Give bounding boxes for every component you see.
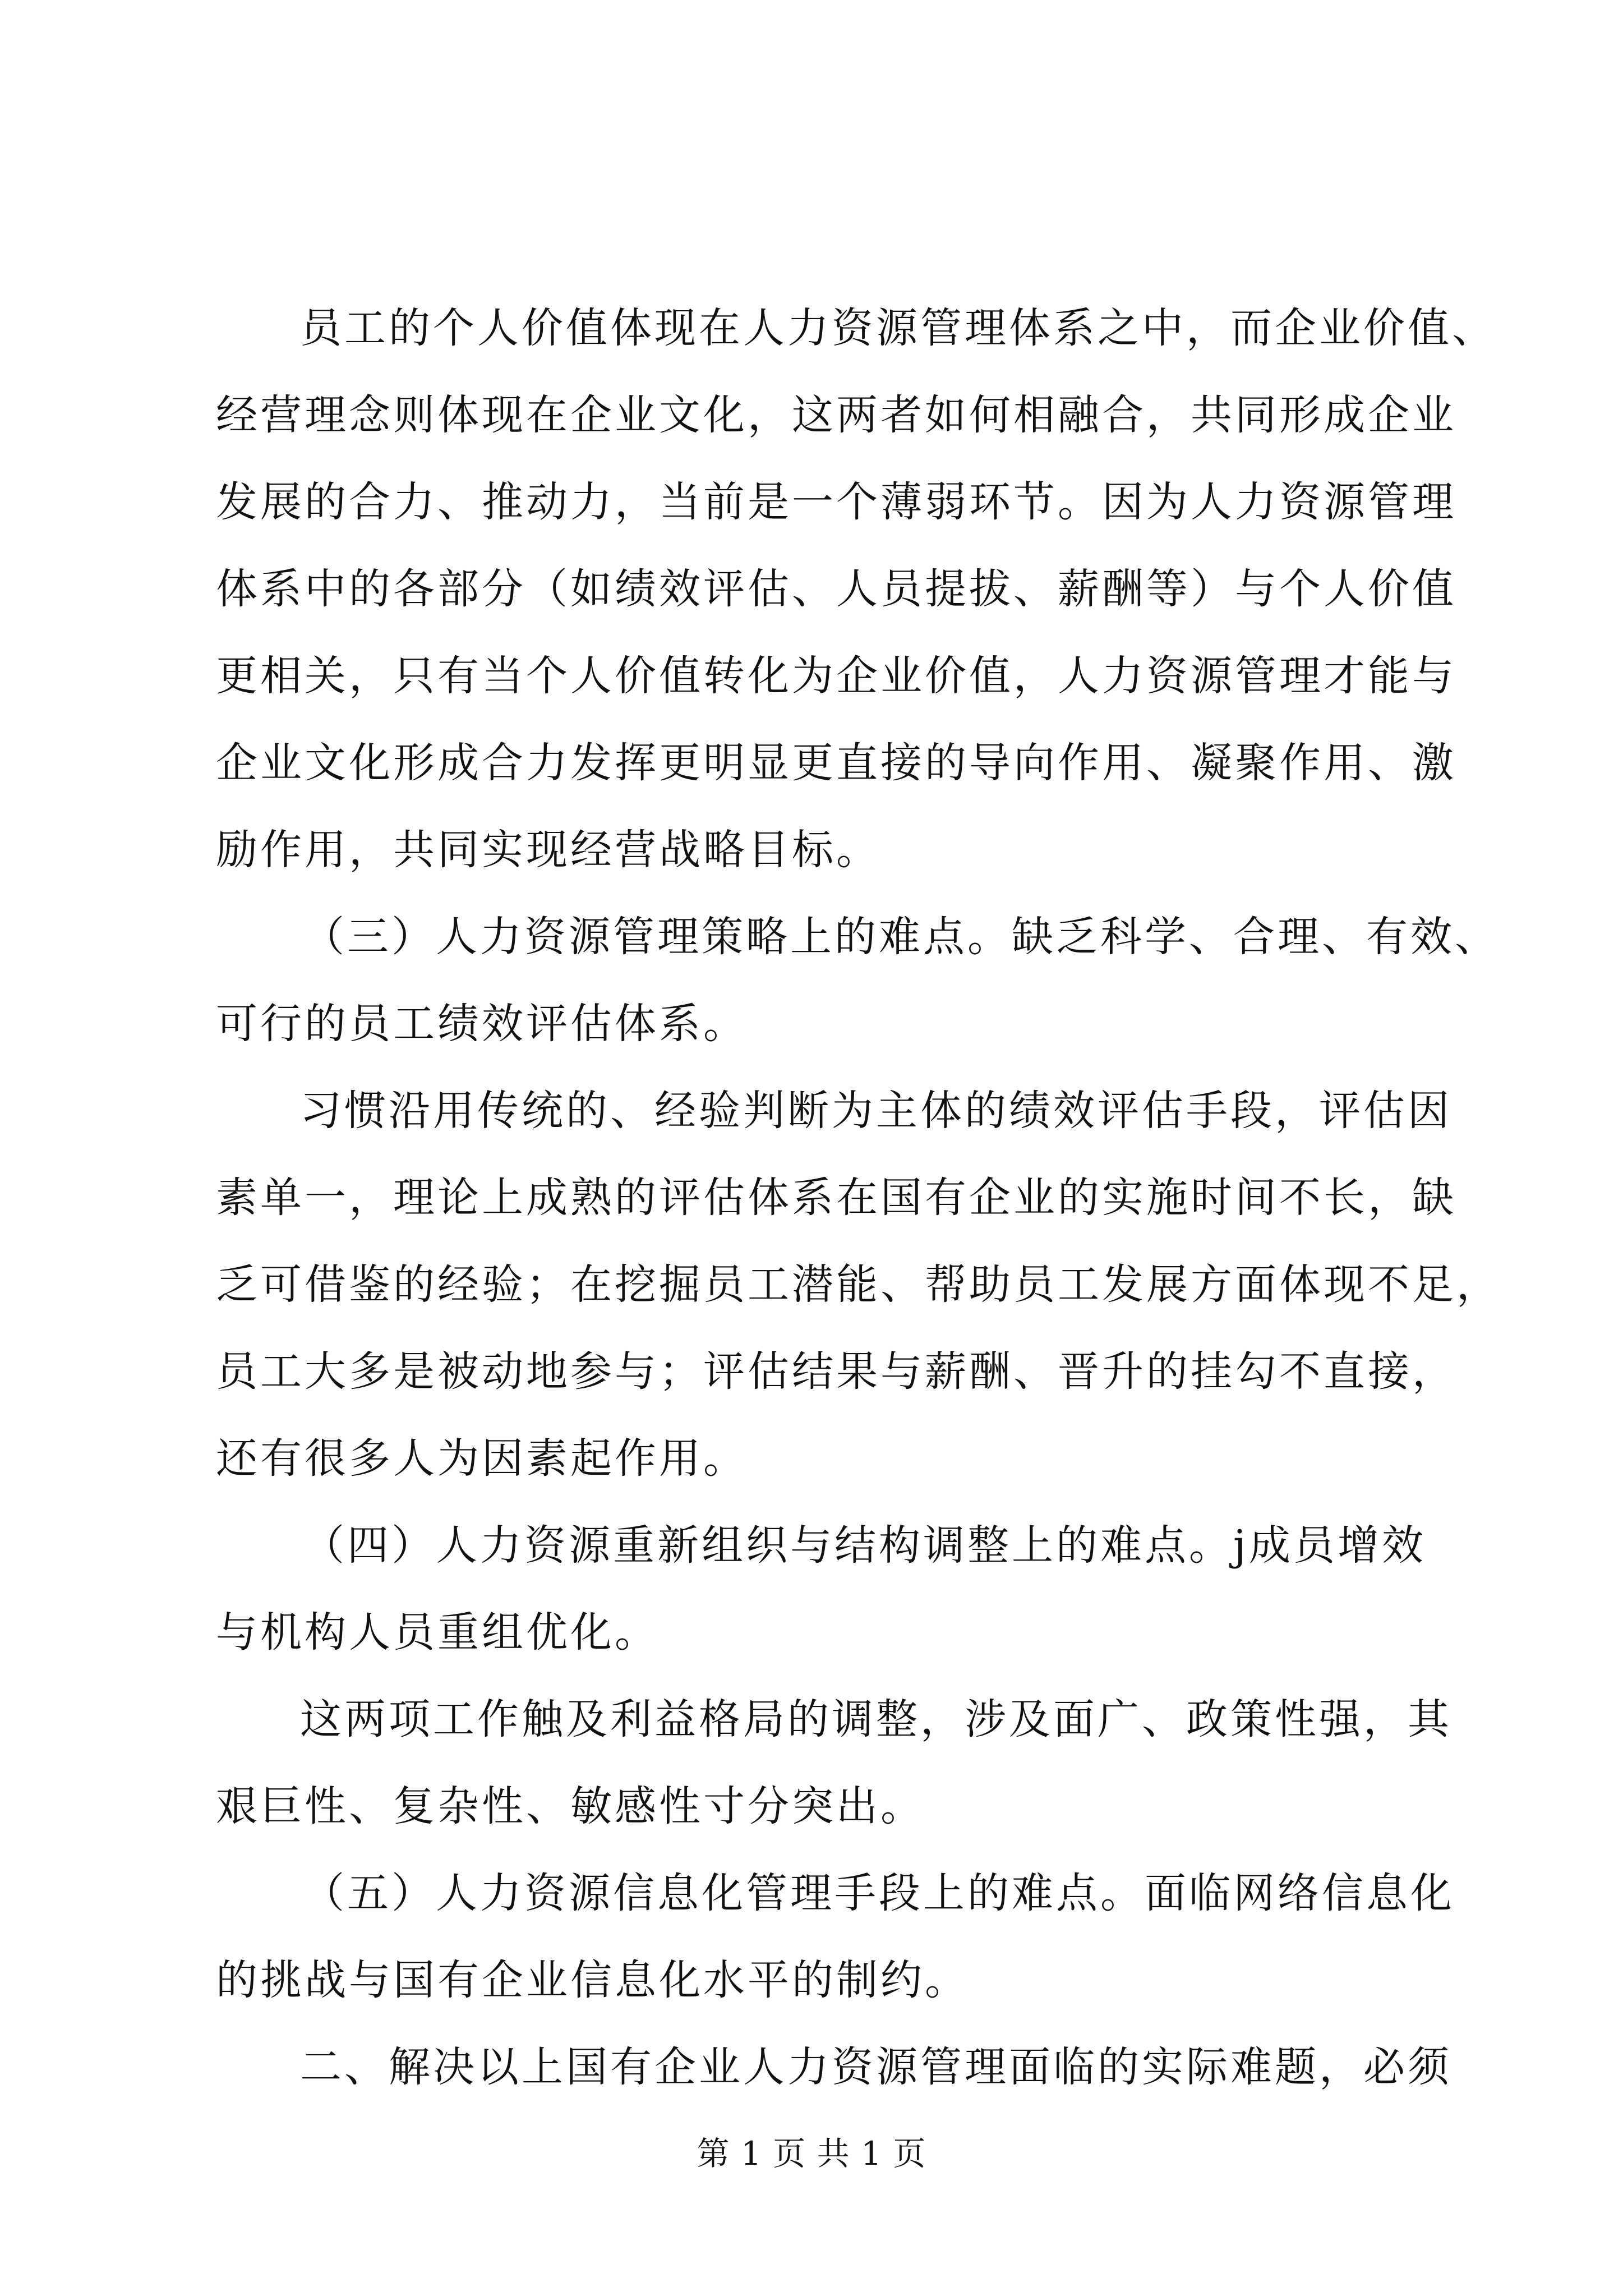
paragraph-line: 励作用，共同实现经营战略目标。 bbox=[216, 826, 880, 874]
paragraph-line: 体系中的各部分（如绩效评估、人员提拔、薪酬等）与个人价值 bbox=[216, 565, 1456, 613]
paragraph-line: 二、解决以上国有企业人力资源管理面临的实际难题，必须 bbox=[300, 2043, 1452, 2091]
paragraph-line: 经营理念则体现在企业文化，这两者如何相融合，共同形成企业 bbox=[216, 391, 1456, 439]
paragraph-line: 发展的合力、推动力，当前是一个薄弱环节。因为人力资源管理 bbox=[216, 478, 1456, 526]
paragraph-line: 的挑战与国有企业信息化水平的制约。 bbox=[216, 1956, 969, 2004]
section-heading-3: （三）人力资源管理策略上的难点。缺乏科学、合理、有效、 bbox=[303, 913, 1499, 961]
page-footer: 第 1 页 共 1 页 bbox=[697, 2134, 926, 2173]
paragraph-line: 素单一，理论上成熟的评估体系在国有企业的实施时间不长，缺 bbox=[216, 1174, 1456, 1222]
paragraph-line: 更相关，只有当个人价值转化为企业价值，人力资源管理才能与 bbox=[216, 652, 1456, 700]
paragraph-line: 可行的员工绩效评估体系。 bbox=[216, 1000, 748, 1048]
paragraph-line: 艰巨性、复杂性、敏感性寸分突出。 bbox=[216, 1782, 925, 1830]
paragraph-line: 与机构人员重组优化。 bbox=[216, 1608, 659, 1657]
section-heading-4: （四）人力资源重新组织与结构调整上的难点。j成员增效 bbox=[303, 1521, 1426, 1570]
section-heading-5: （五）人力资源信息化管理手段上的难点。面临网络信息化 bbox=[303, 1869, 1455, 1917]
paragraph-line: 乏可借鉴的经验；在挖掘员工潜能、帮助员工发展方面体现不足， bbox=[216, 1260, 1501, 1309]
paragraph-line: 还有很多人为因素起作用。 bbox=[216, 1434, 748, 1483]
paragraph-line: 这两项工作触及利益格局的调整，涉及面广、政策性强，其 bbox=[300, 1695, 1452, 1743]
paragraph-line: 员工大多是被动地参与；评估结果与薪酬、晋升的挂勾不直接， bbox=[216, 1347, 1456, 1396]
paragraph-line: 员工的个人价值体现在人力资源管理体系之中，而企业价值、 bbox=[300, 304, 1496, 352]
paragraph-line: 企业文化形成合力发挥更明显更直接的导向作用、凝聚作用、激 bbox=[216, 739, 1456, 787]
paragraph-line: 习惯沿用传统的、经验判断为主体的绩效评估手段，评估因 bbox=[300, 1087, 1452, 1135]
